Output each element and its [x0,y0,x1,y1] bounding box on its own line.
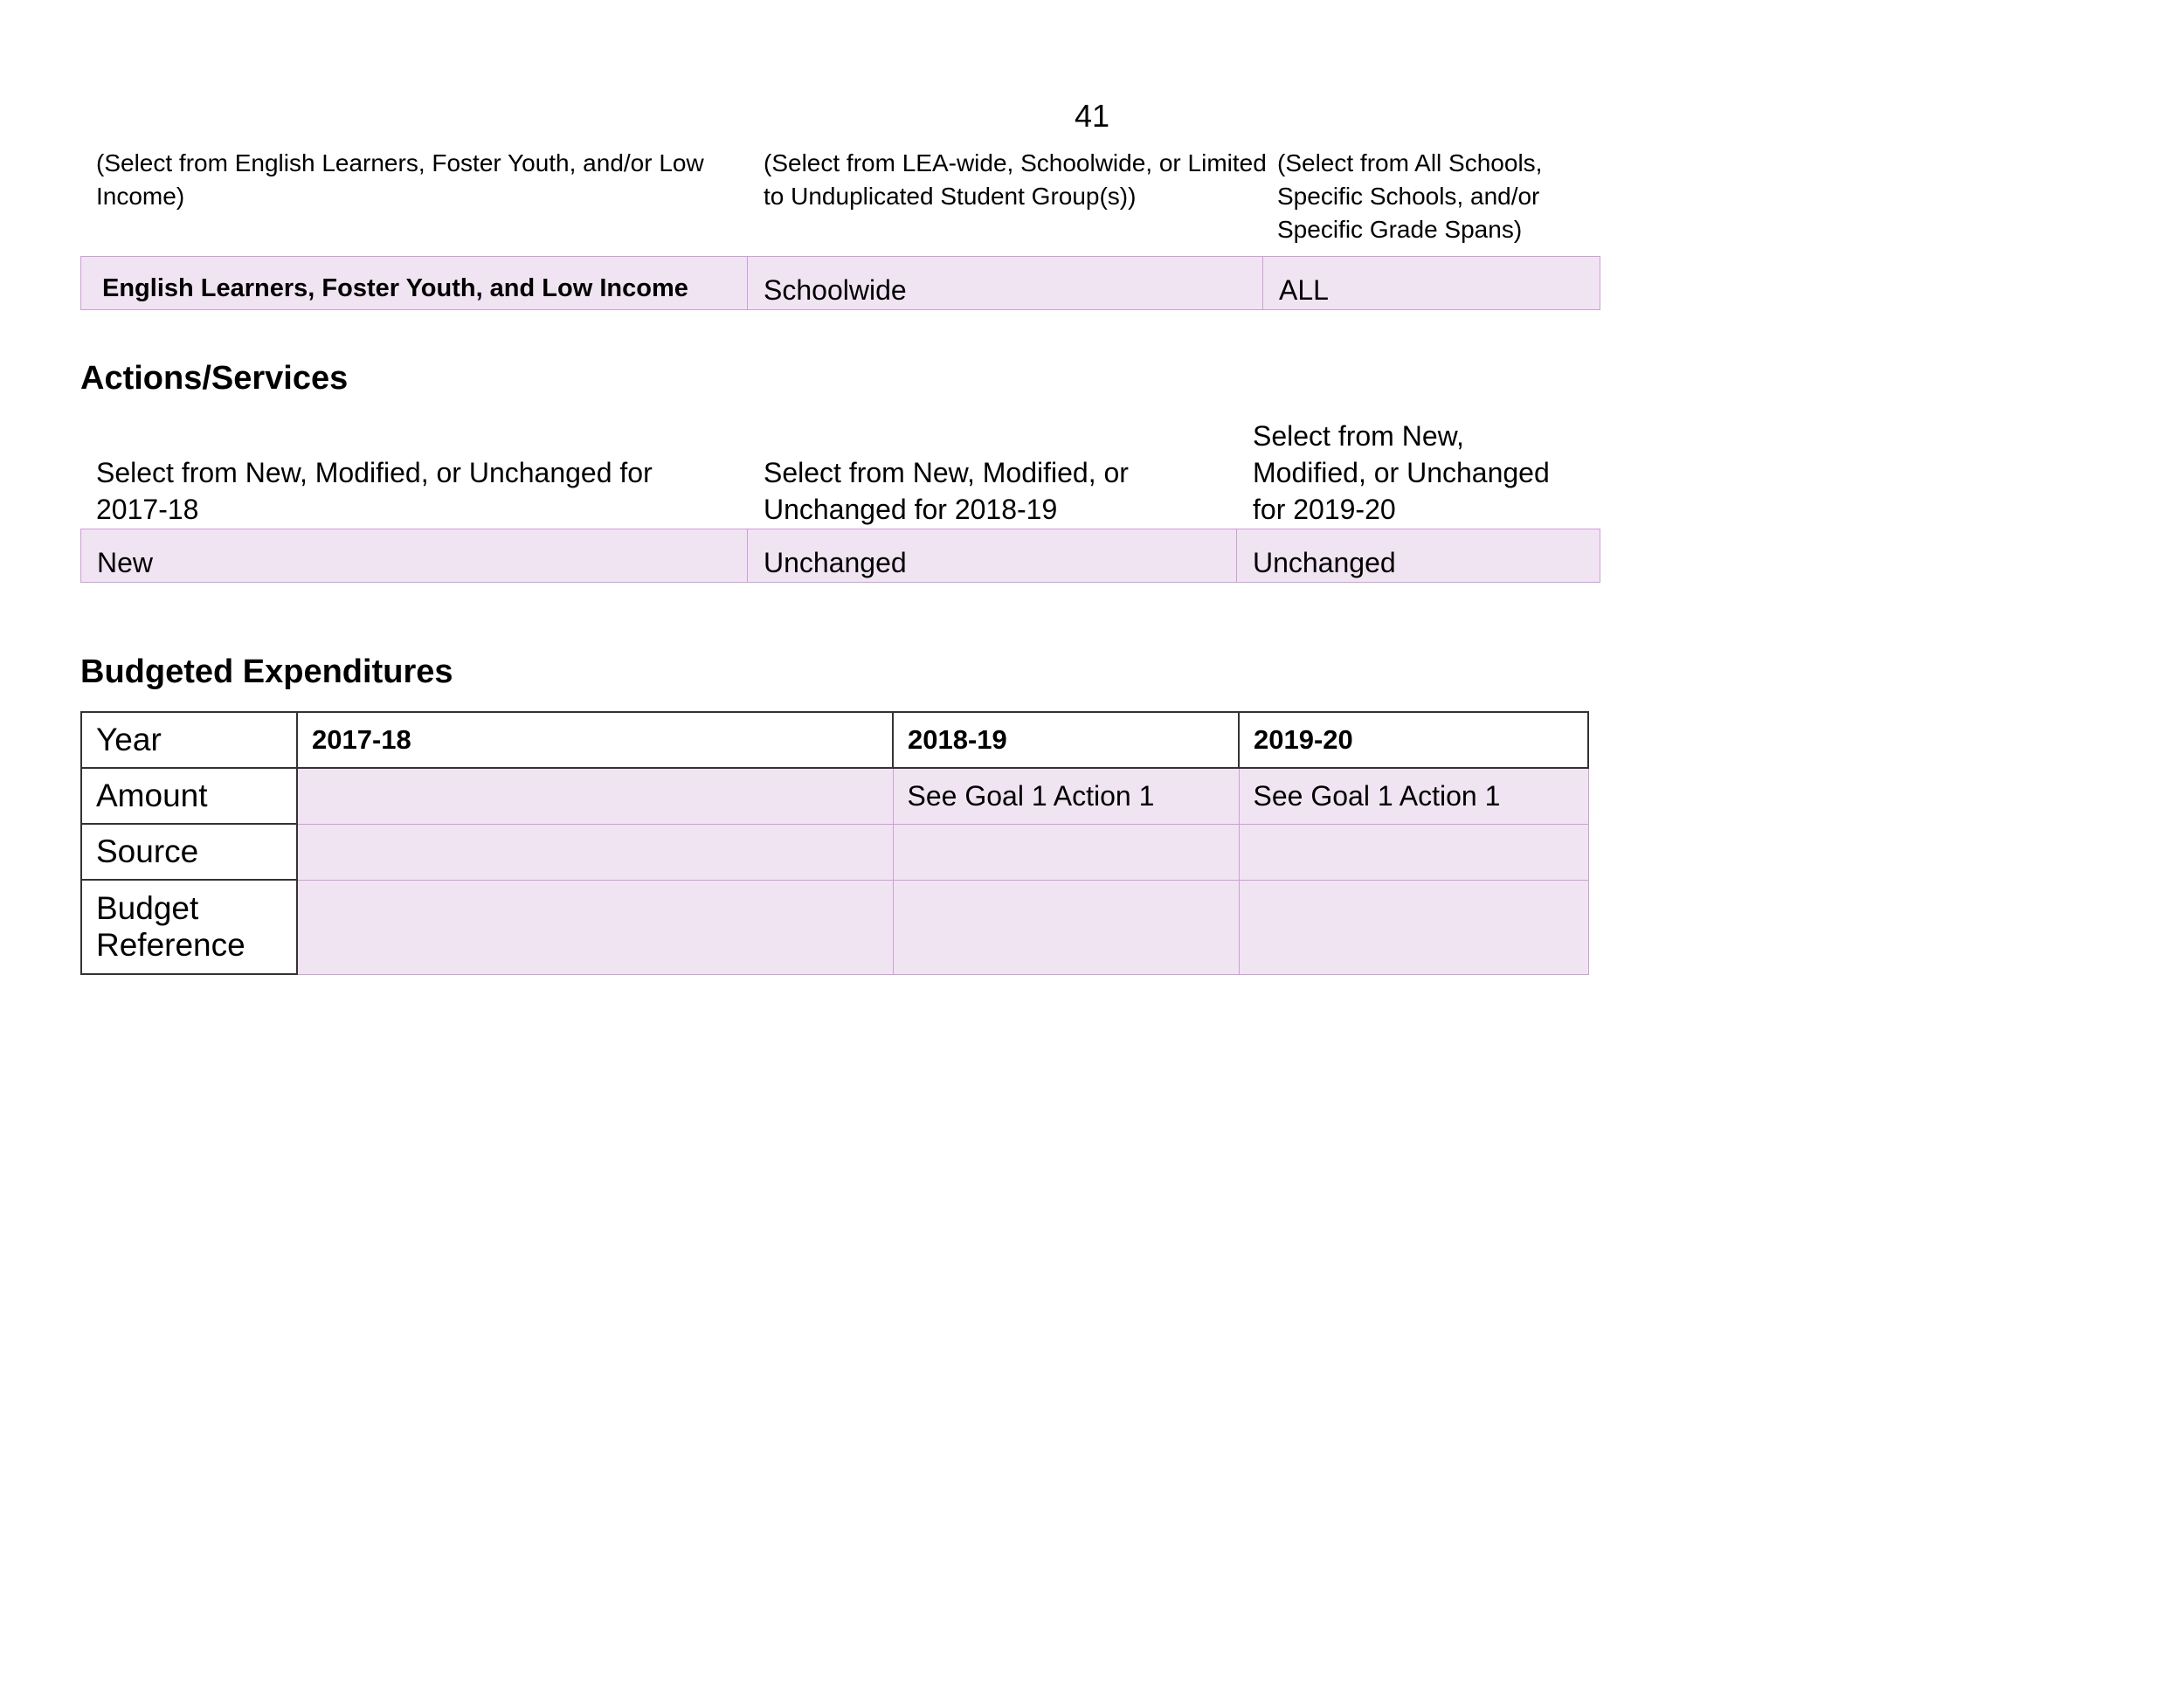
location-cell[interactable] [1263,257,1601,309]
source-2018-19-cell[interactable] [893,824,1239,880]
budget-reference-2018-19-cell[interactable] [893,880,1239,974]
year-2019-20-header: 2019-20 [1239,712,1588,768]
page-number: 41 [1074,98,1110,134]
year-2018-19-header: 2018-19 [893,712,1239,768]
scope-hint: (Select from LEA-wide, Schoolwide, or Limited to Unduplicated Student Group(s)) [764,149,1267,210]
table-row [81,880,1588,974]
target-values-row [80,256,1600,310]
status-2019-20-value: Unchanged [1253,547,1396,578]
action-status-row [80,529,1600,583]
scope-cell[interactable] [748,257,1263,309]
budgeted-expenditures-heading: Budgeted Expenditures [80,653,453,690]
status-2018-19-cell[interactable] [748,529,1237,582]
status-2017-18-hint: Select from New, Modified, or Unchanged for 2017-18 [96,457,653,525]
status-2019-20-hint: Select from New, Modified, or Unchanged for 2019-20 [1253,420,1550,525]
source-2017-18-cell[interactable] [297,824,893,880]
amount-2017-18-cell[interactable] [297,768,893,824]
amount-2019-20-cell[interactable]: See Goal 1 Action 1 [1239,768,1588,824]
year-label: Year [81,712,297,768]
amount-2018-19-cell[interactable]: See Goal 1 Action 1 [893,768,1239,824]
status-2017-18-cell[interactable] [81,529,748,582]
budget-reference-2017-18-cell[interactable] [297,880,893,974]
source-label: Source [81,824,297,880]
student-group-cell[interactable] [81,257,748,309]
year-2017-18-header: 2017-18 [297,712,893,768]
status-2019-20-cell[interactable] [1237,529,1601,582]
budget-reference-label: Budget Reference [81,880,297,974]
budget-table [80,711,1589,975]
amount-label: Amount [81,768,297,824]
table-row [81,768,1588,824]
source-2019-20-cell[interactable] [1239,824,1588,880]
status-2018-19-value: Unchanged [764,547,907,578]
table-row [81,712,1588,768]
location-value: ALL [1279,274,1329,306]
status-2018-19-hint: Select from New, Modified, or Unchanged for 2018-19 [764,457,1129,525]
student-group-value: English Learners, Foster Youth, and Low Income [102,274,688,302]
student-group-hint: (Select from English Learners, Foster Youth, and/or Low Income) [96,149,704,210]
budget-reference-2019-20-cell[interactable] [1239,880,1588,974]
status-2017-18-value: New [97,547,154,578]
scope-value: Schoolwide [764,274,907,306]
table-row [81,824,1588,880]
location-hint: (Select from All Schools, Specific Schools, and/or Specific Grade Spans) [1277,149,1543,243]
actions-services-heading: Actions/Services [80,360,349,397]
